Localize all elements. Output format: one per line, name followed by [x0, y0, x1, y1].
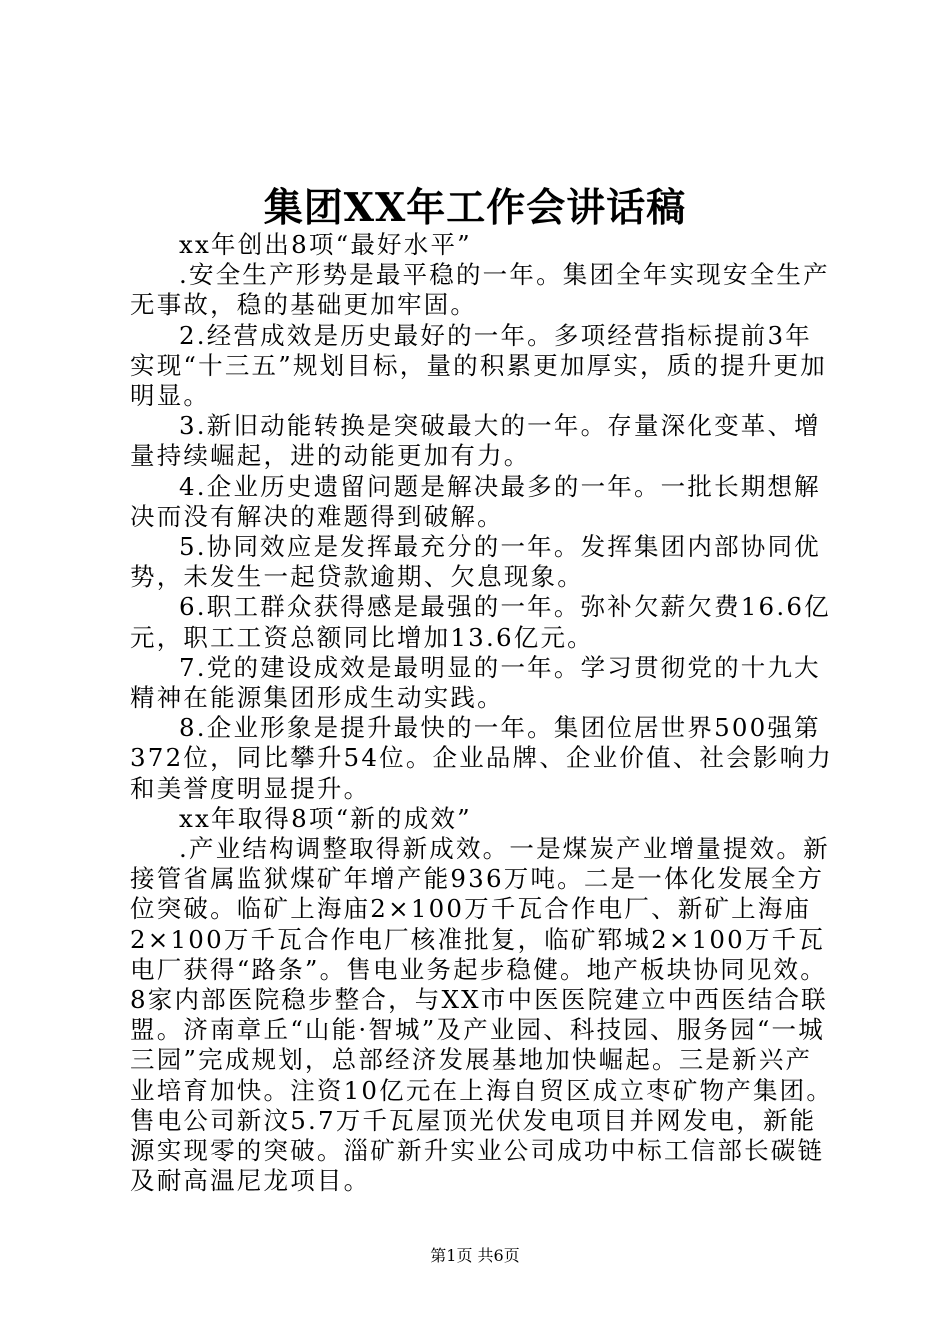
paragraph: 3.新旧动能转换是突破最大的一年。存量深化变革、增量持续崛起，进的动能更加有力。 [130, 411, 821, 471]
paragraph: 7.党的建设成效是最明显的一年。学习贯彻党的十九大精神在能源集团形成生动实践。 [130, 652, 821, 713]
paragraph: .安全生产形势是最平稳的一年。集团全年实现安全生产无事故，稳的基础更加牢固。 [130, 260, 830, 320]
paragraph: 8.企业形象是提升最快的一年。集团位居世界500强第372位，同比攀升54位。企业品牌、企业价值、社会影响力和美誉度明显提升。 [130, 713, 834, 803]
paragraph: 6.职工群众获得感是最强的一年。弥补欠薪欠费16.6亿元，职工工资总额同比增加13.6亿元。 [130, 592, 831, 652]
paragraph: 5.协同效应是发挥最充分的一年。发挥集团内部协同优势，未发生一起贷款逾期、欠息现象。 [130, 532, 821, 592]
paragraph: 4.企业历史遗留问题是解决最多的一年。一批长期想解决而没有解决的难题得到破解。 [130, 471, 821, 531]
section-heading-best-levels: xx年创出8项“最好水平” [179, 230, 472, 259]
page-number-footer: 第1页 共6页 [430, 1246, 520, 1265]
document-body [130, 230, 838, 1197]
paragraph: .产业结构调整取得新成效。一是煤炭产业增量提效。新接管省属监狱煤矿年增产能936万吨。二是一体化发展全方位突破。临矿上海庙2×100万千瓦合作电厂、新矿上海庙2×100万千瓦合作电厂核准批复，临矿郓城2×100万千瓦电厂获得“路条”。售电业务起步稳健。地产板块协同见效。8家内部医院稳步整合，与XX市中医医院建立中西医结合联盟。济南章丘“山能·智城”及产业园、科技园、服务园“一城三园”完成规划，总部经济发展基地加快崛起。三是新兴产业培育加快。注资10亿元在上海自贸区成立枣矿物产集团。售电公司新汶5.7万千瓦屋顶光伏发电项目并网发电，新能源实现零的突破。淄矿新升实业公司成功中标工信部长碳链及耐高温尼龙项目。 [130, 834, 834, 1196]
section-heading-new-results: xx年取得8项“新的成效” [179, 803, 472, 833]
page-title: 集团XX年工作会讲话稿 [263, 185, 687, 231]
paragraph: 2.经营成效是历史最好的一年。多项经营指标提前3年实现“十三五”规划目标，量的积累更加厚实，质的提升更加明显。 [130, 320, 827, 411]
